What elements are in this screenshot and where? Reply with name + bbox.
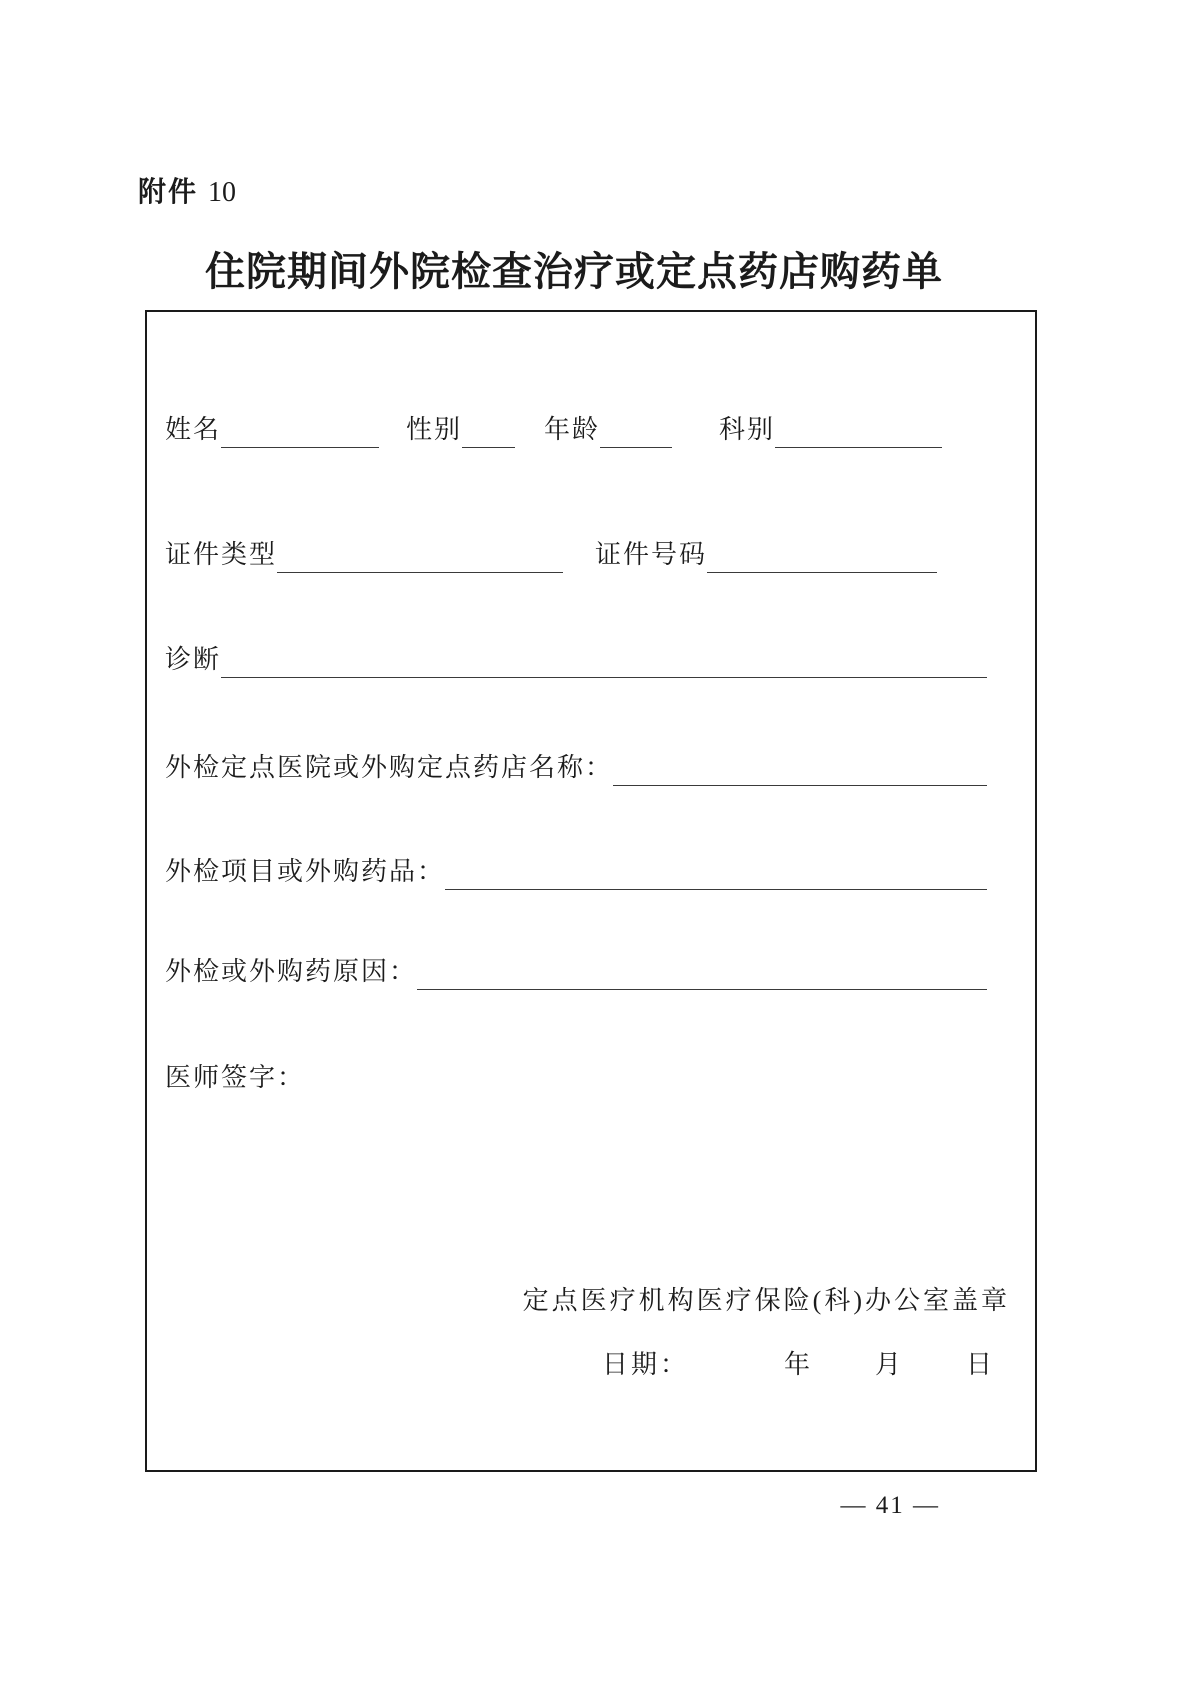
attachment-number: 10 <box>208 177 237 208</box>
id-number-blank-field[interactable] <box>707 538 937 573</box>
form-row-external-items <box>165 854 987 890</box>
date-row <box>165 1344 995 1381</box>
form-row-id <box>165 537 987 573</box>
name-blank-field[interactable] <box>221 413 379 448</box>
page-number: — 41 — <box>840 1492 940 1519</box>
external-reason-blank-field[interactable] <box>417 955 987 990</box>
external-reason-label: 外检或外购药原因： <box>165 957 418 986</box>
id-number-label: 证件号码 <box>595 540 708 569</box>
name-label: 姓名 <box>165 415 222 444</box>
external-items-blank-field[interactable] <box>445 855 987 890</box>
date-label: 日期： <box>601 1350 689 1379</box>
form-row-personal <box>165 412 987 448</box>
department-label: 科别 <box>719 415 776 444</box>
attachment-heading <box>138 176 236 210</box>
external-items-label: 外检项目或外购药品： <box>165 857 446 886</box>
id-type-label: 证件类型 <box>165 540 278 569</box>
date-day-label: 日 <box>965 1350 995 1379</box>
date-month-label: 月 <box>874 1350 904 1379</box>
age-label: 年龄 <box>544 415 601 444</box>
physician-signature-label: 医师签字： <box>165 1063 306 1092</box>
form-row-physician-signature <box>165 1060 987 1096</box>
age-blank-field[interactable] <box>600 413 672 448</box>
attachment-prefix: 附件 <box>138 177 199 208</box>
diagnosis-label: 诊断 <box>165 645 222 674</box>
office-stamp-line: 定点医疗机构医疗保险(科)办公室盖章 <box>522 1286 1010 1315</box>
department-blank-field[interactable] <box>775 413 942 448</box>
id-type-blank-field[interactable] <box>277 538 563 573</box>
external-facility-blank-field[interactable] <box>613 751 987 786</box>
form-border-box <box>145 310 1037 1472</box>
gender-blank-field[interactable] <box>462 413 515 448</box>
form-row-external-reason <box>165 954 987 990</box>
date-year-label: 年 <box>783 1350 813 1379</box>
form-row-external-facility <box>165 750 987 786</box>
document-title: 住院期间外院检查治疗或定点药店购药单 <box>205 249 943 294</box>
form-row-diagnosis <box>165 642 987 678</box>
gender-label: 性别 <box>406 415 463 444</box>
external-facility-label: 外检定点医院或外购定点药店名称： <box>165 753 614 782</box>
diagnosis-blank-field[interactable] <box>221 643 987 678</box>
